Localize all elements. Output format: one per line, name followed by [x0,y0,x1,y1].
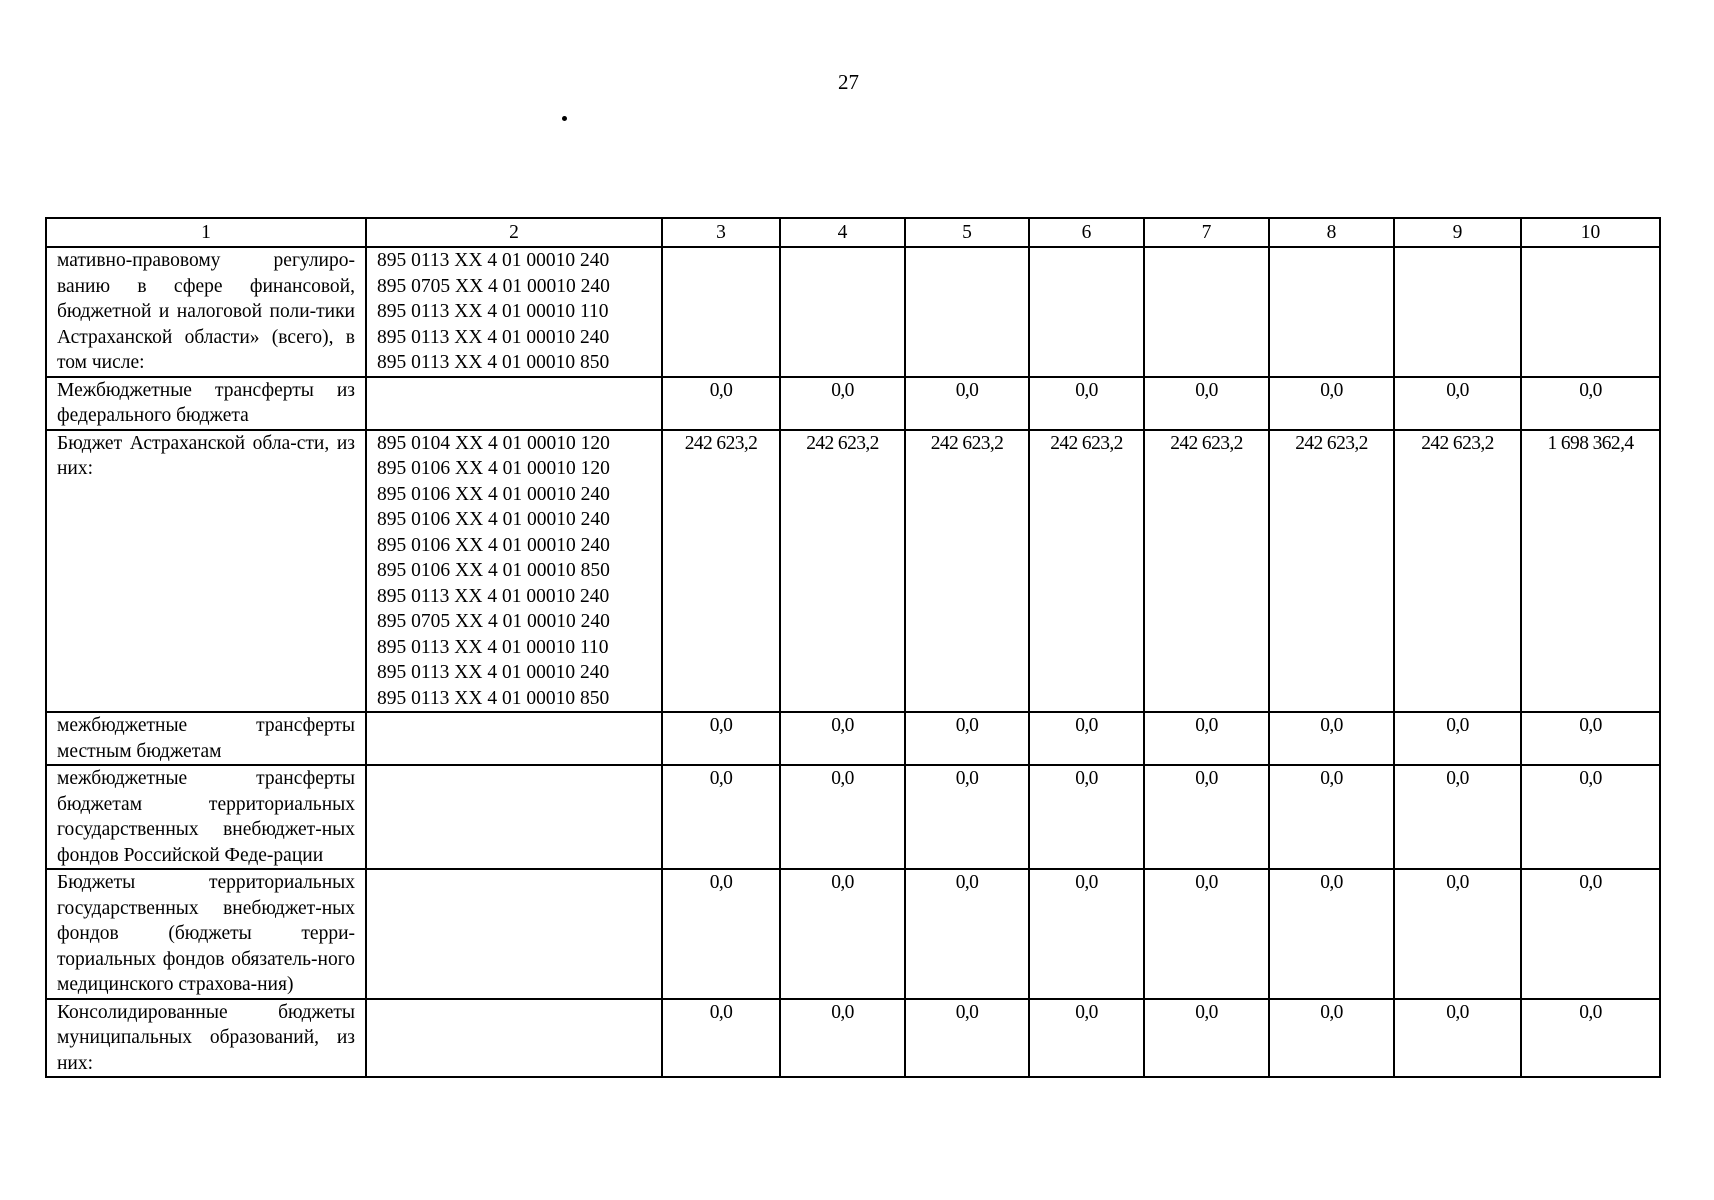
budget-code: 895 0113 XX 4 01 00010 240 [377,662,610,683]
value-cell-col-7: 0,0 [1144,377,1269,430]
budget-code: 895 0106 XX 4 01 00010 240 [377,483,610,505]
value-cell-col-5: 0,0 [905,765,1029,869]
budget-code: 895 0113 XX 4 01 00010 240 [377,326,610,348]
value-cell-col-10: 1 698 362,4 [1521,430,1660,713]
budget-codes-cell [366,999,662,1078]
value-cell-col-6 [1029,247,1144,377]
budget-table [45,217,1661,1078]
header-col-5: 5 [905,218,1029,247]
budget-codes-cell [366,765,662,869]
header-row [46,218,1660,247]
value-cell-col-4: 0,0 [780,712,905,765]
table-row [46,430,1660,713]
table-body [46,247,1660,1077]
header-col-1: 1 [46,218,366,247]
header-col-10: 10 [1521,218,1660,247]
table-row [46,712,1660,765]
value-cell-col-3: 242 623,2 [662,430,780,713]
value-cell-col-6: 0,0 [1029,377,1144,430]
value-cell-col-7: 0,0 [1144,869,1269,999]
value-cell-col-10: 0,0 [1521,999,1660,1078]
row-label: Бюджет Астраханской обла-сти, из них: [46,430,366,713]
value-cell-col-6: 0,0 [1029,712,1144,765]
value-cell-col-4: 0,0 [780,869,905,999]
value-cell-col-10: 0,0 [1521,765,1660,869]
value-cell-col-3: 0,0 [662,765,780,869]
value-cell-col-9: 0,0 [1394,377,1521,430]
value-cell-col-5: 0,0 [905,999,1029,1078]
budget-codes-cell [366,377,662,430]
value-cell-col-4: 0,0 [780,377,905,430]
budget-code: 895 0113 XX 4 01 00010 240 [377,250,610,271]
value-cell-col-9 [1394,247,1521,377]
value-cell-col-6: 242 623,2 [1029,430,1144,713]
value-cell-col-8: 0,0 [1269,999,1394,1078]
value-cell-col-3: 0,0 [662,869,780,999]
value-cell-col-3 [662,247,780,377]
value-cell-col-7: 0,0 [1144,999,1269,1078]
value-cell-col-4: 0,0 [780,999,905,1078]
header-col-9: 9 [1394,218,1521,247]
page-number: 27 [838,70,859,94]
value-cell-col-4 [780,247,905,377]
table-row [46,377,1660,430]
budget-code: 895 0113 XX 4 01 00010 240 [377,585,610,607]
value-cell-col-3: 0,0 [662,712,780,765]
budget-code: 895 0106 XX 4 01 00010 240 [377,509,610,530]
table-row [46,247,1660,377]
value-cell-col-7: 0,0 [1144,712,1269,765]
value-cell-col-9: 242 623,2 [1394,430,1521,713]
header-col-8: 8 [1269,218,1394,247]
budget-code: 895 0113 XX 4 01 00010 110 [377,636,609,658]
budget-codes-cell [366,712,662,765]
table-header [46,218,1660,247]
value-cell-col-7: 0,0 [1144,765,1269,869]
value-cell-col-10 [1521,247,1660,377]
value-cell-col-9: 0,0 [1394,999,1521,1078]
value-cell-col-4: 242 623,2 [780,430,905,713]
header-col-7: 7 [1144,218,1269,247]
budget-code: 895 0113 XX 4 01 00010 110 [377,301,609,322]
budget-code: 895 0705 XX 4 01 00010 240 [377,275,610,297]
value-cell-col-3: 0,0 [662,999,780,1078]
value-cell-col-10: 0,0 [1521,869,1660,999]
value-cell-col-7: 242 623,2 [1144,430,1269,713]
budget-codes-cell [366,247,662,377]
row-label: мативно-правовому регулиро-ванию в сфере финансовой, бюджетной и налоговой поли-тики Астраханской области» (всего), в том числе: [46,247,366,377]
stray-dot [562,116,567,121]
value-cell-col-8: 0,0 [1269,765,1394,869]
value-cell-col-8: 242 623,2 [1269,430,1394,713]
value-cell-col-7 [1144,247,1269,377]
value-cell-col-8 [1269,247,1394,377]
value-cell-col-10: 0,0 [1521,377,1660,430]
row-label: Межбюджетные трансферты из федерального бюджета [46,377,366,430]
header-col-6: 6 [1029,218,1144,247]
budget-code: 895 0106 XX 4 01 00010 120 [377,458,610,479]
budget-code: 895 0106 XX 4 01 00010 240 [377,534,610,556]
value-cell-col-8: 0,0 [1269,712,1394,765]
table-row [46,869,1660,999]
header-col-3: 3 [662,218,780,247]
value-cell-col-10: 0,0 [1521,712,1660,765]
row-label: Консолидированные бюджеты муниципальных образований, из них: [46,999,366,1078]
budget-code: 895 0113 XX 4 01 00010 850 [377,687,610,709]
value-cell-col-9: 0,0 [1394,765,1521,869]
budget-codes-cell [366,430,662,713]
header-col-2: 2 [366,218,662,247]
value-cell-col-5: 242 623,2 [905,430,1029,713]
budget-code: 895 0113 XX 4 01 00010 850 [377,352,610,373]
value-cell-col-8: 0,0 [1269,377,1394,430]
value-cell-col-6: 0,0 [1029,999,1144,1078]
budget-code: 895 0106 XX 4 01 00010 850 [377,560,610,581]
value-cell-col-8: 0,0 [1269,869,1394,999]
row-label: Бюджеты территориальных государственных внебюджет-ных фондов (бюджеты терри-ториальных фондов обязатель-ного медицинского страхова-ния) [46,869,366,999]
value-cell-col-5 [905,247,1029,377]
value-cell-col-4: 0,0 [780,765,905,869]
value-cell-col-6: 0,0 [1029,869,1144,999]
budget-code: 895 0104 XX 4 01 00010 120 [377,432,610,454]
value-cell-col-9: 0,0 [1394,869,1521,999]
value-cell-col-3: 0,0 [662,377,780,430]
value-cell-col-5: 0,0 [905,377,1029,430]
budget-code: 895 0705 XX 4 01 00010 240 [377,611,610,632]
row-label: межбюджетные трансферты бюджетам территориальных государственных внебюджет-ных фондов Российской Феде-рации [46,765,366,869]
budget-codes-cell [366,869,662,999]
value-cell-col-9: 0,0 [1394,712,1521,765]
table-row [46,999,1660,1078]
value-cell-col-5: 0,0 [905,869,1029,999]
value-cell-col-5: 0,0 [905,712,1029,765]
header-col-4: 4 [780,218,905,247]
value-cell-col-6: 0,0 [1029,765,1144,869]
table-row [46,765,1660,869]
row-label: межбюджетные трансферты местным бюджетам [46,712,366,765]
